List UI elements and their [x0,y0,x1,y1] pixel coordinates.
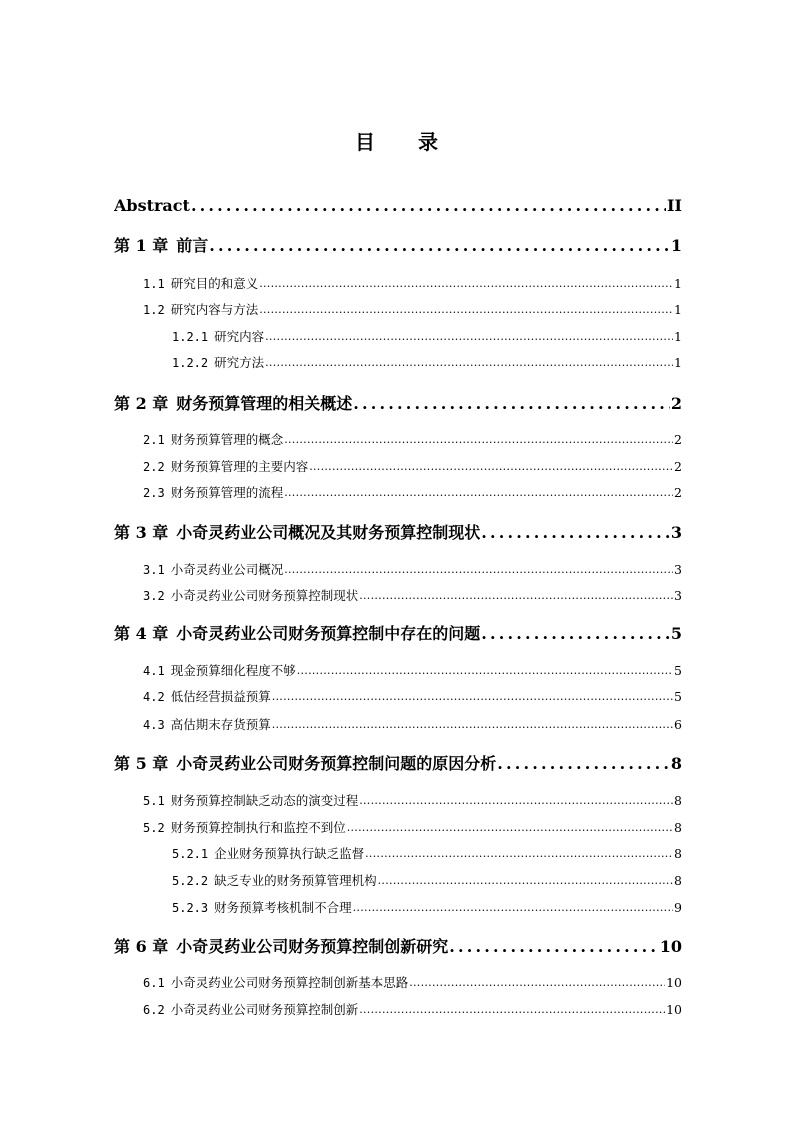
toc-entry[interactable] [114,235,682,257]
dot-leader [359,792,673,810]
toc-entry-number: 第 5 章 [114,754,169,773]
toc-entry-label [143,688,271,706]
toc-entry-title: 小奇灵药业公司财务预算控制中存在的问题 [176,624,481,643]
toc-entry-label [143,431,283,449]
toc-entry-label [143,458,308,476]
toc-entry-page: 1 [674,302,682,317]
toc-entry-title: 研究内容与方法 [170,302,259,317]
toc-entry-title: 财务预算控制缺乏动态的演变过程 [170,793,359,808]
toc-entry[interactable] [172,328,682,346]
toc-entry[interactable] [143,662,682,680]
toc-entry[interactable] [114,753,682,775]
dot-leader [265,354,673,372]
toc-entry[interactable] [172,899,682,917]
toc-entry-page: 3 [674,562,682,577]
toc-entry[interactable] [172,845,682,863]
toc-entry-page: II [667,196,682,215]
toc-entry-title: 财务预算管理的主要内容 [170,459,309,474]
toc-entry-page: 3 [674,588,682,603]
toc-entry[interactable] [114,393,682,415]
toc-entry[interactable] [143,275,682,293]
toc-entry-title: 低估经营损益预算 [170,689,271,704]
dot-leader [209,235,670,257]
toc-entry[interactable] [143,458,682,476]
toc-entry-label [114,623,480,645]
dot-leader [497,753,670,775]
toc-entry-number: 第 2 章 [114,394,169,413]
toc-entry-page: 10 [666,1002,682,1017]
toc-entry-number: 6.2 [143,1003,165,1017]
toc-entry-label [143,275,258,293]
dot-leader [353,899,673,917]
toc-entry[interactable] [172,872,682,890]
toc-entry-label [114,195,190,217]
toc-entry-number: 第 1 章 [114,236,169,255]
toc-entry-title: 小奇灵药业公司财务预算控制创新 [170,1002,359,1017]
toc-entry-label [143,792,358,810]
toc-entry-page: 8 [674,846,682,861]
toc-entry-label [143,716,271,734]
toc-entry-number: 1.2 [143,303,165,317]
toc-entry-title: 企业财务预算执行缺乏监督 [214,846,365,861]
dot-leader [259,275,673,293]
dot-leader [191,195,666,217]
dot-leader [347,819,673,837]
dot-leader [353,393,670,415]
toc-entry-number: 6.1 [143,976,165,990]
toc-entry[interactable] [114,936,682,958]
toc-entry-title: 前言 [176,236,209,255]
toc-entry[interactable] [143,974,682,992]
toc-entry-label [143,587,358,605]
toc-entry-number: 3.1 [143,563,165,577]
dot-leader [272,716,673,734]
dot-leader [284,431,673,449]
toc-entry-number: 1.2.2 [172,356,209,370]
toc-entry-label [114,393,352,415]
toc-entry-label [114,753,496,775]
toc-entry-number: 1.1 [143,277,165,291]
toc-entry[interactable] [114,195,682,217]
toc-entry-page: 2 [674,432,682,447]
page-title: 目 录 [355,130,456,154]
toc-entry[interactable] [143,688,682,706]
toc-entry-page: 6 [674,717,682,732]
toc-entry-page: 1 [674,276,682,291]
dot-leader [272,688,673,706]
dot-leader [365,845,673,863]
toc-entry-title: 研究目的和意义 [170,276,259,291]
toc-entry-page: 3 [670,523,682,542]
toc-entry-page: 5 [670,624,682,643]
toc-entry-number: 第 3 章 [114,523,169,542]
dot-leader [284,561,673,579]
toc-entry-page: 2 [674,485,682,500]
toc-entry-title: 高估期末存货预算 [170,717,271,732]
toc-entry-title: 研究方法 [214,355,265,370]
toc-entry[interactable] [143,484,682,502]
toc-entry-label [172,899,352,917]
dot-leader [297,662,673,680]
toc-entry-page: 8 [674,793,682,808]
toc-entry-page: 8 [674,820,682,835]
dot-leader [409,974,665,992]
dot-leader [481,522,670,544]
toc-entry-number: 第 4 章 [114,624,169,643]
toc-entry-number: 4.1 [143,664,165,678]
toc-entry-number: 4.2 [143,690,165,704]
toc-entry[interactable] [143,1001,682,1019]
toc-entry[interactable] [114,522,682,544]
toc-entry-number: 5.2.3 [172,901,209,915]
toc-entry[interactable] [143,587,682,605]
toc-entry[interactable] [143,819,682,837]
toc-entry-title: 缺乏专业的财务预算管理机构 [214,873,377,888]
toc-entry-label [143,301,258,319]
toc-entry-page: 10 [666,975,682,990]
toc-entry-number: 5.2.1 [172,847,209,861]
dot-leader [309,458,673,476]
toc-entry-label [172,845,364,863]
toc-entry[interactable] [143,301,682,319]
toc-entry-number: 1.2.1 [172,330,209,344]
dot-leader [378,872,673,890]
toc-entry-page: 1 [674,355,682,370]
toc-entry-title: 财务预算管理的流程 [170,485,284,500]
toc-entry-number: 5.2.2 [172,874,209,888]
toc-entry-label [114,235,208,257]
toc-entry-label [143,974,408,992]
toc-entry-number: 第 6 章 [114,937,169,956]
toc-entry-page: 2 [670,394,682,413]
toc-entry-label [143,819,346,837]
toc-entry-page: 8 [670,754,682,773]
toc-entry-title: 小奇灵药业公司概况及其财务预算控制现状 [176,523,481,542]
toc-entry-label [143,561,283,579]
toc-entry-label [114,936,448,958]
toc-entry-page: 1 [670,236,682,255]
toc-entry-title: 小奇灵药业公司财务预算控制问题的原因分析 [176,754,497,773]
toc-entry-title: 财务预算考核机制不合理 [214,900,352,915]
toc-entry-label [172,354,264,372]
toc-entry-page: 5 [674,663,682,678]
toc-entry[interactable] [172,354,682,372]
toc-entry-page: 8 [674,873,682,888]
toc-entry-title: 小奇灵药业公司财务预算控制创新研究 [176,937,449,956]
toc-entry-label [172,328,264,346]
toc-entry-title: 财务预算管理的概念 [170,432,284,447]
toc-entry-number: 2.3 [143,486,165,500]
toc-entry-title: 小奇灵药业公司概况 [170,562,284,577]
toc-entry-number: 3.2 [143,589,165,603]
toc-entry-title: Abstract [114,196,190,215]
dot-leader [284,484,673,502]
toc-entry-page: 2 [674,459,682,474]
toc-entry-label [143,662,296,680]
toc-entry[interactable] [143,431,682,449]
toc-entry-number: 4.3 [143,718,165,732]
dot-leader [359,1001,665,1019]
toc-entry-title: 现金预算细化程度不够 [170,663,296,678]
toc-entry-title: 小奇灵药业公司财务预算控制创新基本思路 [170,975,409,990]
dot-leader [481,623,670,645]
toc-entry-number: 5.2 [143,821,165,835]
toc-entry[interactable] [143,792,682,810]
toc-entry-title: 研究内容 [214,329,265,344]
toc-entry-label [172,872,377,890]
toc-entry-page: 9 [674,900,682,915]
toc-entry[interactable] [143,716,682,734]
toc-entry-page: 5 [674,689,682,704]
toc-entry-label [143,484,283,502]
toc-entry-number: 5.1 [143,794,165,808]
toc-entry[interactable] [114,623,682,645]
toc-entry-title: 财务预算控制执行和监控不到位 [170,820,346,835]
dot-leader [265,328,673,346]
toc-entry-page: 10 [659,937,682,956]
toc-entry-title: 小奇灵药业公司财务预算控制现状 [170,588,359,603]
toc-entry-label [114,522,480,544]
toc-entry-number: 2.1 [143,433,165,447]
toc-entry-title: 财务预算管理的相关概述 [176,394,353,413]
dot-leader [359,587,673,605]
dot-leader [259,301,673,319]
dot-leader [449,936,658,958]
toc-entry-page: 1 [674,329,682,344]
toc-entry-label [143,1001,358,1019]
toc-entry[interactable] [143,561,682,579]
toc-entry-number: 2.2 [143,460,165,474]
